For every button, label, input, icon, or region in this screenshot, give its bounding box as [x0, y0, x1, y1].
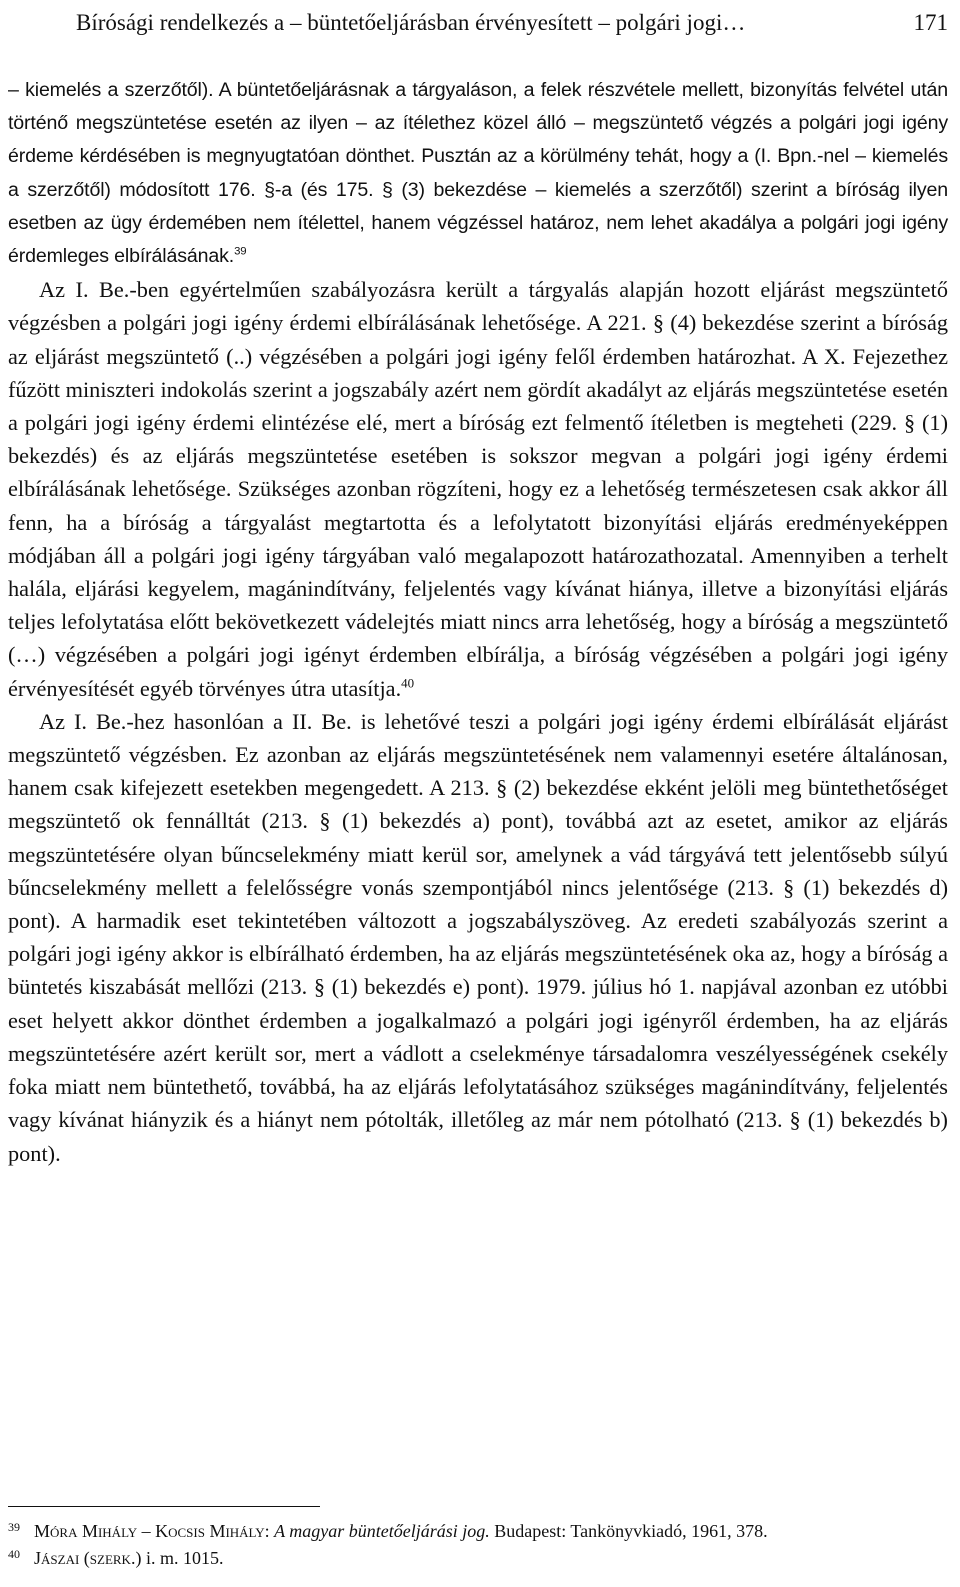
footnote-author: Jászai (szerk.) [34, 1548, 142, 1568]
footnote-ref-40[interactable]: 40 [401, 675, 415, 691]
body-text [8, 74, 948, 1170]
footnote-author: Móra Mihály – Kocsis Mihály: [34, 1521, 270, 1541]
footnote-40: 40 Jászai (szerk.) i. m. 1015. [8, 1547, 224, 1568]
paragraph-text: – kiemelés a szerzőtől). A büntetőeljárásnak a tárgyaláson, a felek részvétele mellett, bizonyítás felvétel után történő megszüntetése esetén az ilyen – az ítélethez közel álló – megszüntető végzés a polgári jogi igény érdeme kérdésében is megnyugtatóan dönthet. Pusztán az a körülmény tehát, hogy a (I. Bpn.-nel – kiemelés a szerzőtől) módosított 176. §-a (és 175. § (3) bekezdése – kiemelés a szerzőtől) szerint a bíróság ilyen esetben az ügy érdemében nem ítélettel, hanem végzéssel határoz, nem lehet akadálya a polgári jogi igény érdemleges elbírálásának. [8, 79, 948, 268]
paragraph-first-be [8, 273, 948, 705]
running-title: Bírósági rendelkezés a – büntetőeljárásban érvényesített – polgári jogi… [76, 10, 746, 35]
footnote-39: 39 Móra Mihály – Kocsis Mihály: A magyar büntetőeljárási jog. Budapest: Tankönyvkiadó, 1961, 378. [8, 1520, 768, 1541]
footnote-separator [8, 1506, 320, 1507]
page-number: 171 [913, 10, 948, 35]
footnote-reference: i. m. 1015. [145, 1548, 224, 1568]
running-head [76, 6, 948, 40]
footnote-publication: Budapest: Tankönyvkiadó, 1961, 378. [494, 1521, 768, 1541]
footnote-ref-39[interactable]: 39 [234, 245, 247, 258]
paragraph-second-be [8, 705, 948, 1170]
footnotes [8, 1518, 952, 1572]
footnote-title: A magyar büntetőeljárási jog. [274, 1521, 490, 1541]
paragraph-text: Az I. Be.-hez hasonlóan a II. Be. is lehetővé teszi a polgári jogi igény érdemi elbírálását eljárást megszüntető végzésben. Ez azonban az eljárás megszüntetésének nem valamennyi esetére általánosan, hanem csak kifejezett esetekben megengedett. A 213. § (2) bekezdése ekként jelöli meg büntethetőséget megszüntető ok fennálltát (213. § (1) bekezdés a) pont), továbbá azt az esetet, amikor az eljárás megszüntetésére olyan bűncselekmény miatt kerül sor, amelynek a vád tárgyává tett jelentősebb súlyú bűncselekmény mellett a felelősségre vonás szempontjából nincs jelentősége (213. § (1) bekezdés d) pont). A harmadik eset tekintetében változott a jogszabályszöveg. Az eredeti szabályozás szerint a polgári jogi igény akkor is elbírálható érdemben, ha az eljárás megszüntetésének oka az, hogy a bíróság a büntetés kiszabását mellőzi (213. § (1) bekezdés e) pont). 1979. július hó 1. napjával azonban ez utóbbi eset helyett akkor dönthet érdemben a jogalkalmazó a polgári jogi igényről érdemben, ha az eljárás megszüntetésére azért került sor, mert a vádlott a cselekménye társadalomra veszélyességének csekély foka miatt nem büntethető, továbbá, ha az eljárás lefolytatásához szükséges magánindítvány, feljelentés vagy kívánat hiányzik és a hiányt nem pótolták, illetőleg az már nem pótolható (213. § (1) bekezdés b) pont). [8, 708, 948, 1166]
paragraph-quoted-decision [8, 74, 948, 273]
paragraph-text: Az I. Be.-ben egyértelműen szabályozásra került a tárgyalás alapján hozott eljárást megszüntető végzésben a polgári jogi igény érdemi elbírálásának lehetősége. A 221. § (4) bekezdése szerint a bíróság az eljárást megszüntető (..) végzésében a polgári jogi igény felől érdemben határozhat. A X. Fejezethez fűzött miniszteri indokolás szerint a jogszabály azért nem gördít akadályt az eljárás megszüntetése esetén a polgári jogi igény érdemi elintézése elé, mert a bíróság ezt felmentő ítéletben is megteheti (229. § (1) bekezdés) és az eljárás megszüntetése esetében is sokszor megvan a polgári jogi igény érdemi elbírálásának lehetősége. Szükséges azonban rögzíteni, hogy ez a lehetőség természetesen csak akkor áll fenn, ha a bíróság a tárgyalást megtartotta és a lefolytatott bizonyítási eljárás eredményeképpen módjában áll a polgári jogi igény tárgyában való megalapozott határozathozatal. Amennyiben a terhelt halála, eljárási kegyelem, magánindítvány, feljelentés vagy kívánat hiánya, illetve a bizonyítási eljárás teljes lefolytatása előtt bekövetkezett vádelejtés miatt nincs arra lehetőség, hogy a bíróság a megszüntető (…) végzésében a polgári jogi igényt érdemben elbírálja, a bíróság végzésében a polgári jogi igény érvényesítését egyéb törvényes útra utasítja. [8, 277, 948, 701]
